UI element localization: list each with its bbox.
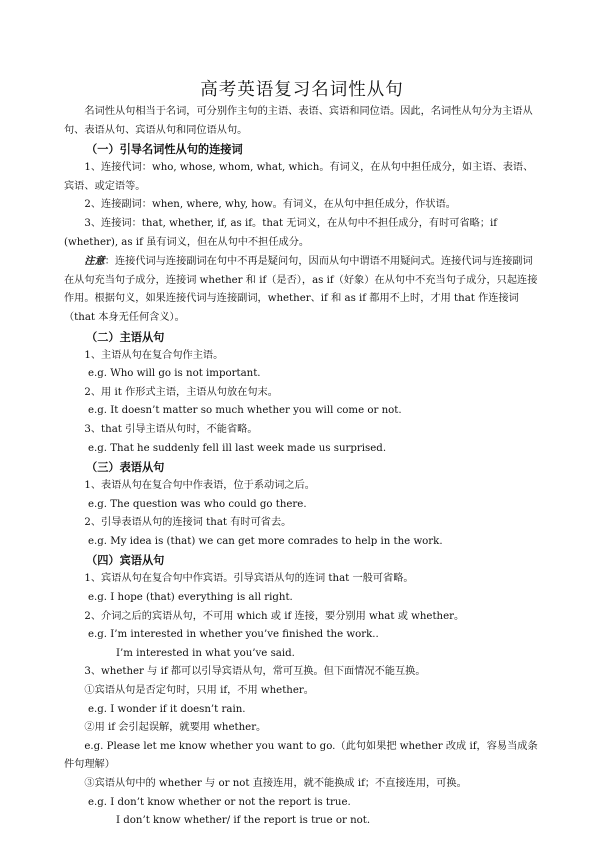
example-sentence: I don’t know whether/ if the report is true or not. [116, 815, 371, 827]
example-sentence: e.g. That he suddenly fell ill last week made us surprised. [88, 442, 387, 454]
rule-text: 3、that 引导主语从句时，不能省略。 [84, 423, 258, 435]
paragraph-connective-adverbs: 2、连接副词：when, where, why, how。有词义，在从句中担任成分，作状语。 [84, 199, 456, 211]
case-text: ②用 if 会引起误解，就要用 whether。 [84, 722, 267, 734]
example-sentence: e.g. It doesn’t matter so much whether you will come or not. [88, 405, 402, 417]
note-text: ：连接代词与连接副词在句中不再是疑问句，因而从句中谓语不用疑问式。连接代词与连接副词在从句充当句子成分，连接词 whether 和 if（是否），as if（好象）在从句中不充当句子成分，只起连接作用。根据句义，如果连接代词与连接副词，whether、if 和 as if 都用不上时，才用 that 作连接词（that 本身无任何含义）。 [64, 256, 538, 323]
paragraph-conjunctions: 3、连接词：that, whether, if, as if。that 无词义，在从句中不担任成分，有时可省略；if (whether), as if 虽有词义，但在从句中不担任成分。 [64, 217, 498, 248]
case-text: ③宾语从句中的 whether 与 or not 直接连用，就不能换成 if；不直接连用，可换。 [84, 778, 467, 789]
rule-text: 1、宾语从句在复合句中作宾语。引导宾语从句的连词 that 一般可省略。 [84, 573, 414, 585]
case-text: ①宾语从句是否定句时，只用 if，不用 whether。 [84, 685, 314, 697]
section-heading-object-clause: （四）宾语从句 [86, 554, 165, 568]
example-sentence: e.g. I don’t know whether or not the report is true. [88, 796, 351, 808]
example-sentence: e.g. I hope (that) everything is all right. [88, 592, 293, 604]
rule-text: 2、用 it 作形式主语，主语从句放在句末。 [84, 386, 278, 398]
example-sentence: e.g. I’m interested in whether you’ve finished the work.. [88, 629, 379, 641]
example-sentence: e.g. My idea is (that) we can get more comrades to help in the work. [88, 535, 443, 547]
section-heading-predicative-clause: （三）表语从句 [86, 461, 165, 475]
rule-text: 2、介词之后的宾语从句，不可用 which 或 if 连接，要分别用 what 或 whether。 [84, 610, 465, 622]
example-sentence: e.g. I wonder if it doesn’t rain. [88, 703, 246, 715]
rule-text: 1、表语从句在复合句中作表语，位于系动词之后。 [84, 480, 315, 492]
document-title: 高考英语复习名词性从句 [200, 80, 404, 100]
rule-text: 3、whether 与 if 都可以引导宾语从句，常可互换。但下面情况不能互换。 [84, 666, 426, 678]
rule-text: 1、主语从句在复合句作主语。 [84, 349, 224, 361]
intro-paragraph: 名词性从句相当于名词，可分别作主句的主语、表语、宾语和同位语。因此，名词性从句分为主语从句、表语从句、宾语从句和同位语从句。 [64, 106, 533, 136]
example-sentence: e.g. Who will go is not important. [88, 368, 261, 380]
example-sentence: e.g. Please let me know whether you want to go.（此句如果把 whether 改成 if，容易当成条件句理解） [64, 740, 538, 771]
rule-text: 2、引导表语从句的连接词 that 有时可省去。 [84, 517, 292, 529]
example-sentence: I’m interested in what you’ve said. [116, 647, 295, 659]
paragraph-connective-pronouns: 1、连接代词：who, whose, whom, what, which。有词义，在从句中担任成分，如主语、表语、宾语、或定语等。 [64, 162, 534, 192]
example-sentence: e.g. The question was who could go there. [88, 498, 307, 510]
section-heading-connectives: （一）引导名词性从句的连接词 [86, 143, 243, 157]
note-label: 注意 [84, 255, 105, 268]
section-heading-subject-clause: （二）主语从句 [86, 330, 165, 344]
note-paragraph [64, 252, 540, 327]
